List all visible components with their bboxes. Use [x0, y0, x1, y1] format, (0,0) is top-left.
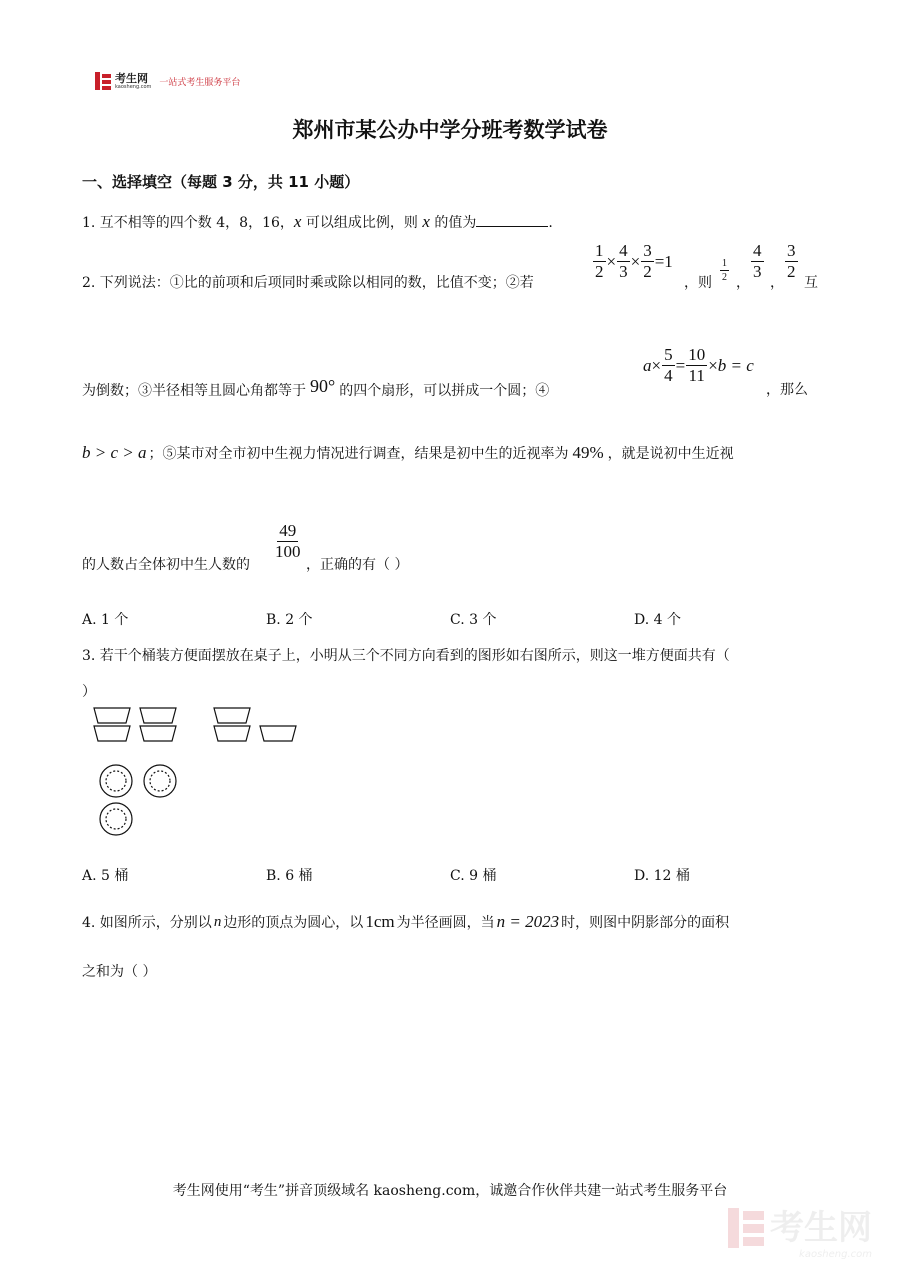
- q2-text-line2-a: 为倒数；③半径相等且圆心角都等于: [82, 382, 306, 399]
- q4-text-a: 4. 如图所示，分别以: [82, 915, 212, 931]
- radius-value: 1cm: [365, 912, 395, 931]
- percent-49: 49%: [572, 443, 604, 462]
- fraction: $\frac{1}{2}$: [595, 241, 604, 281]
- q1-text-a: 1. 互不相等的四个数 4，8，16，: [82, 215, 294, 231]
- brand-logo: [95, 72, 240, 90]
- ninety-degrees: 90°: [310, 376, 336, 396]
- q2-text-a: 2. 下列说法：①比的前项和后项同时乘或除以相同的数，比值不变；②若: [82, 275, 534, 291]
- fraction-49-100: $\frac{49}{100}$: [275, 521, 301, 561]
- option-c: C. 3 个: [450, 612, 497, 628]
- b-equals-c: b = c: [717, 355, 754, 375]
- watermark: [728, 1200, 872, 1260]
- option-b: B. 6 桶: [266, 868, 313, 884]
- q3-line-2: ）: [82, 684, 96, 700]
- logo-name: 考生网: [115, 71, 148, 85]
- option-d: D. 12 桶: [634, 868, 690, 884]
- option-d: D. 4 个: [634, 612, 681, 628]
- comma: ，: [736, 275, 750, 291]
- q2-equation-2: a × $\frac{5}{4}$ = $\frac{10}{11}$ × b = c: [643, 345, 754, 385]
- q1-text-c: 的值为: [429, 215, 477, 231]
- q1-text-b: 可以组成比例，则: [301, 215, 423, 231]
- times-sign: ×: [708, 355, 718, 375]
- q3-figure: [92, 705, 302, 843]
- q3-line-1: 3. 若干个桶装方便面摆放在桌子上，小明从三个不同方向看到的图形如右图所示，则这一堆方便面共有（: [82, 648, 730, 664]
- q2-line-3: [82, 443, 734, 463]
- option-b: B. 2 个: [266, 612, 313, 628]
- option-c: C. 9 桶: [450, 868, 497, 884]
- var-a: a: [643, 355, 652, 375]
- question-4: [82, 912, 729, 932]
- fraction: $\frac{10}{11}$: [688, 345, 706, 385]
- q4-line-2: 之和为（ ）: [82, 964, 157, 980]
- n-equals-2023: n = 2023: [496, 912, 560, 931]
- watermark-logo-icon: [728, 1208, 764, 1252]
- q2-text-line3-a: ；⑤某市对全市初中生视力情况进行调查，结果是初中生的近视率为: [148, 446, 569, 462]
- kaosheng-logo-icon: [95, 72, 111, 90]
- section-heading: 一、选择填空（每题 3 分，共 11 小题）: [82, 173, 360, 191]
- q4-text-d: 时，则图中阴影部分的面积: [561, 915, 730, 931]
- q2-equation-1: [592, 242, 673, 281]
- q4-text-b: 边形的顶点为圆心，以: [223, 915, 364, 931]
- q2-line-1-text: [82, 272, 534, 292]
- q2-then-2: ，那么: [766, 382, 808, 398]
- q1-var-x: x: [293, 212, 302, 231]
- watermark-name: 考生网: [770, 1208, 872, 1248]
- fraction: $\frac{5}{4}$: [664, 345, 673, 385]
- watermark-domain: kaosheng.com: [799, 1249, 872, 1260]
- logo-domain: kaosheng.com: [115, 83, 152, 90]
- fraction: $\frac{3}{2}$: [643, 241, 652, 281]
- equals-one: =1: [654, 251, 673, 271]
- page-title: 郑州市某公办中学分班考数学试卷: [292, 118, 608, 142]
- option-a: A. 1 个: [82, 612, 129, 628]
- q2-line-4-a: 的人数占全体初中生人数的: [82, 557, 250, 573]
- q1-text-end: .: [548, 215, 553, 231]
- q4-text-c: 为半径画圆，当: [396, 915, 495, 931]
- logo-slogan: 一站式考生服务平台: [159, 77, 241, 88]
- q2-line-4-b: ，正确的有（ ）: [306, 557, 409, 573]
- option-a: A. 5 桶: [82, 868, 129, 884]
- fraction-three-halves: $\frac{3}{2}$: [787, 241, 796, 281]
- fraction: $\frac{4}{3}$: [619, 241, 628, 281]
- q2-line-2: [82, 376, 550, 400]
- comma: ，: [770, 275, 784, 291]
- times-sign: ×: [630, 251, 641, 271]
- q2-text-line3-b: ，就是说初中生近视: [607, 446, 734, 462]
- question-1: [82, 212, 553, 232]
- times-sign: ×: [651, 355, 662, 375]
- small-fraction: $\frac{1}{2}$: [722, 258, 727, 283]
- inequality: b > c > a: [82, 443, 147, 462]
- q2-text-line2-b: 的四个扇形，可以拼成一个圆；④: [339, 382, 550, 399]
- q2-hu: 互: [804, 275, 818, 291]
- answer-blank: [476, 213, 548, 227]
- q2-then: ，则: [684, 275, 712, 291]
- footer-text: 考生网使用“考生”拼音顶级域名 kaosheng.com，诚邀合作伙伴共建一站式考生服务平台: [172, 1183, 728, 1199]
- fraction-four-thirds: $\frac{4}{3}$: [753, 241, 762, 281]
- q1-var-x-2: x: [422, 212, 430, 231]
- var-n: n: [213, 913, 222, 930]
- times-sign: ×: [606, 251, 617, 271]
